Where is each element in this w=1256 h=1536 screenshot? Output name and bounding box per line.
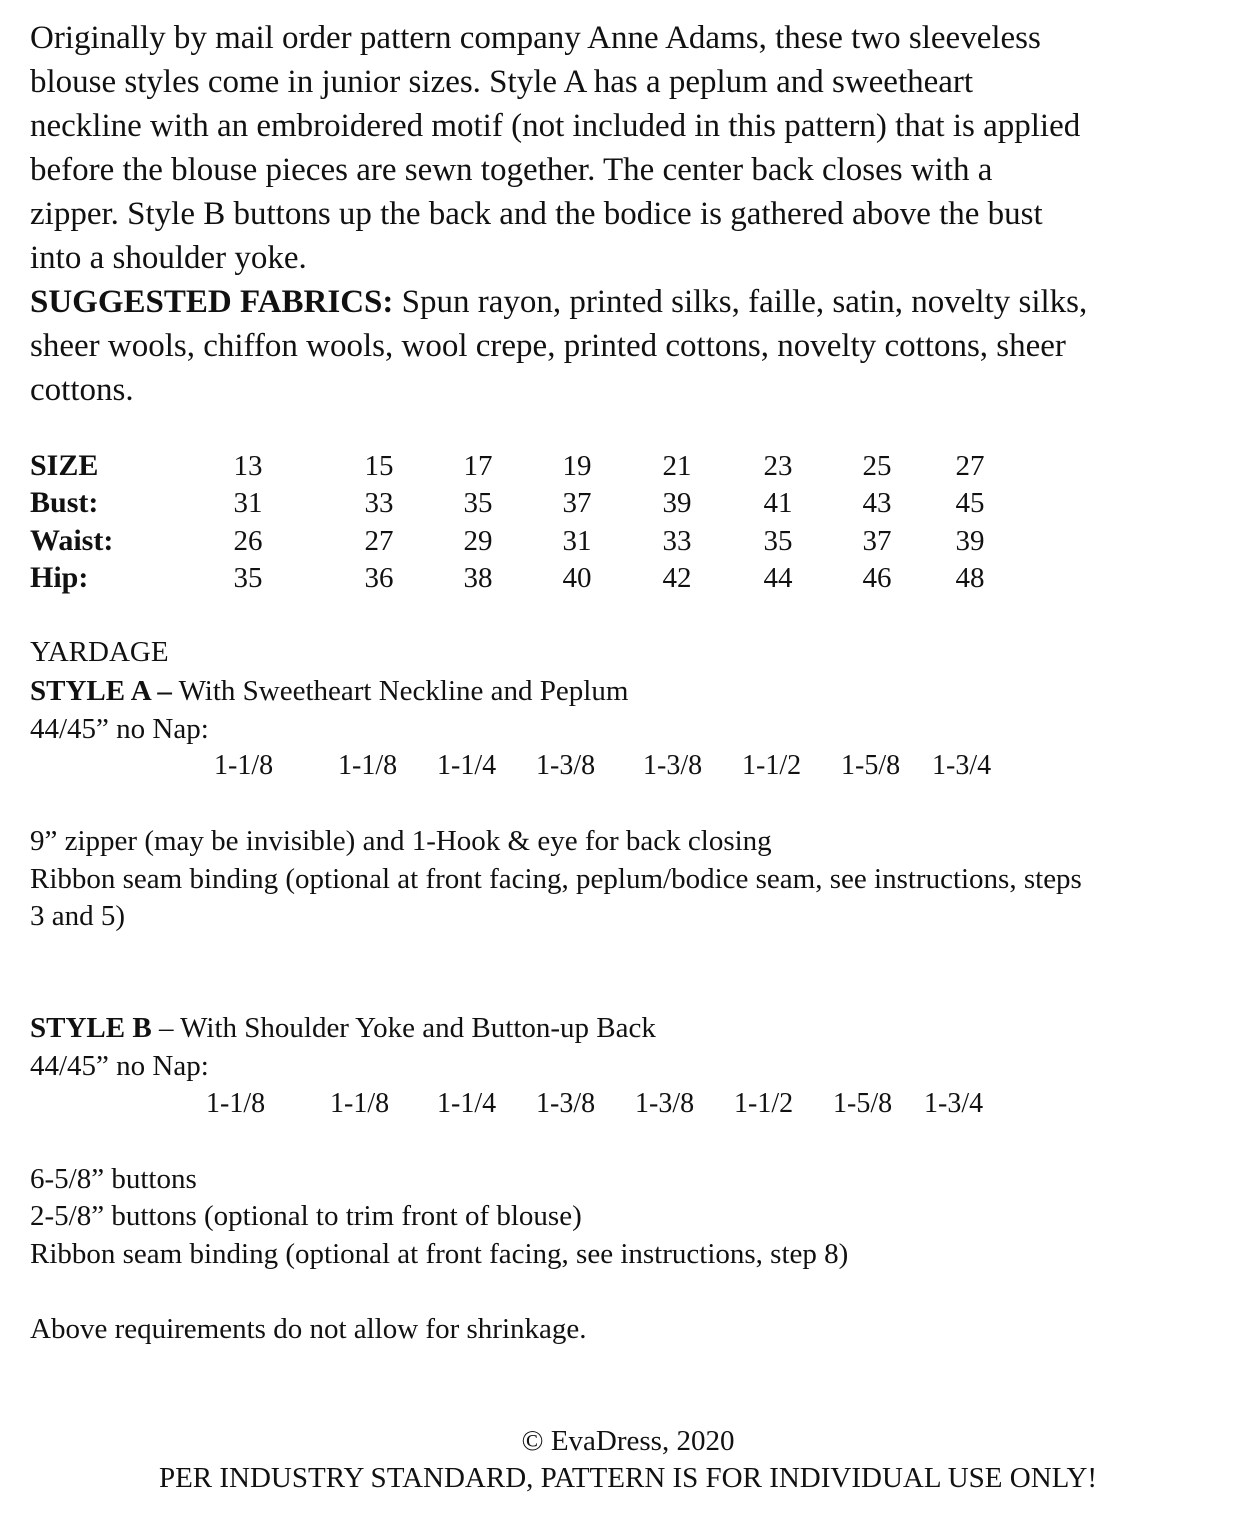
size-chart-cell: 27 [955,450,985,482]
size-chart-cell: 25 [862,450,892,482]
suggested-fabrics-line: sheer wools, chiffon wools, wool crepe, printed cottons, novelty cottons, sheer [30,328,1066,364]
size-chart-cell: 43 [862,487,892,519]
size-chart-row-label: Waist: [30,524,114,557]
suggested-fabrics-line: cottons. [30,372,134,408]
style-b-notion: Ribbon seam binding (optional at front facing, see instructions, step 8) [30,1238,849,1270]
intro-line: before the blouse pieces are sewn together. The center back closes with a [30,152,993,188]
size-chart-cell: 41 [763,487,793,519]
style-a-notion: 9” zipper (may be invisible) and 1-Hook & eye for back closing [30,825,772,857]
size-chart-row-label: Bust: [30,486,99,519]
style-b-label: STYLE B [30,1012,152,1044]
suggested-fabrics-text: Spun rayon, printed silks, faille, satin, novelty silks, [393,284,1088,320]
size-chart-cell: 31 [233,487,263,519]
style-a-notion: 3 and 5) [30,900,126,932]
size-chart-cell: 37 [562,487,592,519]
intro-paragraph [30,16,1246,412]
size-chart-cell: 33 [364,487,394,519]
size-chart-cell: 37 [862,525,892,557]
yardage-value: 1-3/8 [643,750,703,781]
size-chart-cell: 17 [463,450,493,482]
size-chart-row-label: Hip: [30,561,89,594]
size-chart-cell: 36 [364,562,394,594]
yardage-value: 1-1/8 [330,1088,390,1119]
intro-line: into a shoulder yoke. [30,240,307,276]
yardage-value: 1-3/8 [536,1088,596,1119]
size-chart-cell: 38 [463,562,493,594]
size-chart-cell: 29 [463,525,493,557]
yardage-value: 1-1/4 [437,750,497,781]
size-chart-cell: 40 [562,562,592,594]
yardage-value: 1-3/8 [536,750,596,781]
size-chart-cell: 35 [233,562,263,594]
intro-line: blouse styles come in junior sizes. Style A has a peplum and sweetheart [30,64,974,100]
size-chart-cell: 15 [364,450,394,482]
size-chart-cell: 23 [763,450,793,482]
size-chart-cell: 45 [955,487,985,519]
yardage-value: 1-1/4 [437,1088,497,1119]
size-chart-cell: 27 [364,525,394,557]
style-b-notion: 6-5/8” buttons [30,1163,197,1195]
yardage-value: 1-3/8 [635,1088,695,1119]
suggested-fabrics [30,280,1246,324]
size-chart-cell: 42 [662,562,692,594]
style-a-label: STYLE A – [30,675,172,707]
style-b-notion: 2-5/8” buttons (optional to trim front of blouse) [30,1200,582,1232]
yardage-value: 1-3/4 [924,1088,984,1119]
size-chart-cell: 21 [662,450,692,482]
size-chart-cell: 19 [562,450,592,482]
yardage-value: 1-1/8 [206,1088,266,1119]
style-a-fabric-width: 44/45” no Nap: [30,713,209,745]
size-chart-cell: 13 [233,450,263,482]
yardage-value: 1-1/2 [734,1088,794,1119]
style-a-notion: Ribbon seam binding (optional at front facing, peplum/bodice seam, see instructions, steps [30,863,1082,895]
shrinkage-note: Above requirements do not allow for shrinkage. [30,1313,587,1345]
style-b-fabric-width: 44/45” no Nap: [30,1050,209,1082]
style-b-heading [30,1010,656,1046]
style-a-description: With Sweetheart Neckline and Peplum [171,675,629,707]
size-chart-cell: 46 [862,562,892,594]
size-chart-cell: 31 [562,525,592,557]
yardage-value: 1-5/8 [833,1088,893,1119]
intro-line: Originally by mail order pattern company Anne Adams, these two sleeveless [30,20,1041,56]
size-chart-cell: 35 [463,487,493,519]
yardage-value: 1-1/8 [214,750,274,781]
size-chart-cell: 39 [662,487,692,519]
size-chart-cell: 35 [763,525,793,557]
yardage-value: 1-1/2 [742,750,802,781]
intro-line: neckline with an embroidered motif (not included in this pattern) that is applied [30,108,1081,144]
size-chart-cell: 39 [955,525,985,557]
size-chart-row-label: SIZE [30,449,99,482]
yardage-value: 1-1/8 [338,750,398,781]
style-b-description: – With Shoulder Yoke and Button-up Back [151,1012,656,1044]
suggested-fabrics-label: SUGGESTED FABRICS: [30,284,394,320]
size-chart-cell: 26 [233,525,263,557]
yardage-value: 1-3/4 [932,750,992,781]
size-chart-cell: 33 [662,525,692,557]
intro-line: zipper. Style B buttons up the back and the bodice is gathered above the bust [30,196,1043,232]
yardage-heading: YARDAGE [30,636,169,668]
usage-notice: PER INDUSTRY STANDARD, PATTERN IS FOR INDIVIDUAL USE ONLY! [158,1462,1098,1494]
style-a-heading [30,673,628,709]
size-chart-cell: 44 [763,562,793,594]
copyright: © EvaDress, 2020 [521,1425,735,1457]
size-chart-cell: 48 [955,562,985,594]
yardage-value: 1-5/8 [841,750,901,781]
